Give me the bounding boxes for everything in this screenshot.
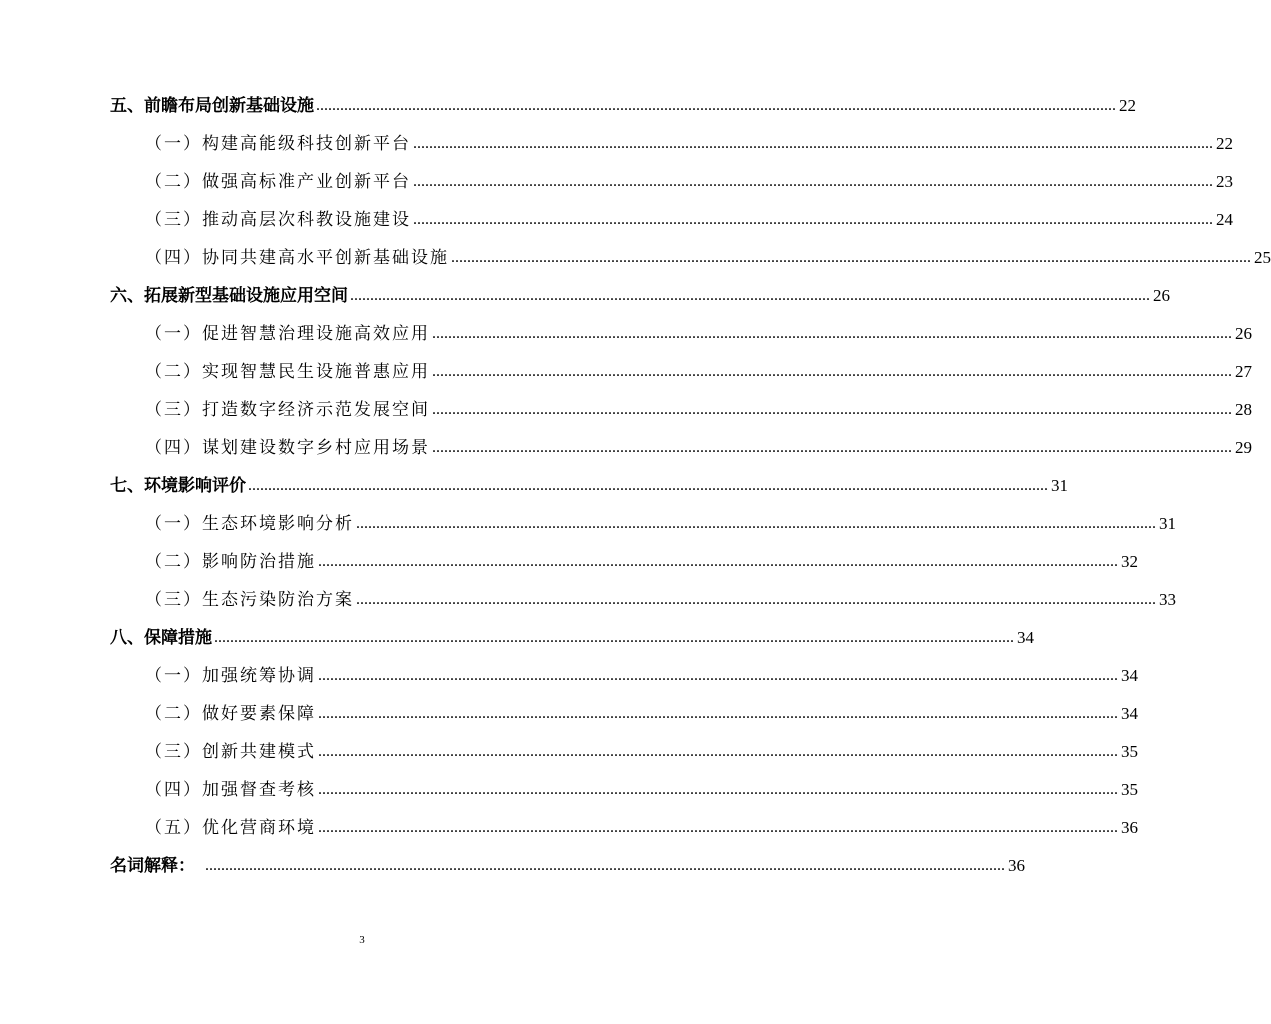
toc-entry[interactable] xyxy=(145,124,1233,154)
toc-entry[interactable] xyxy=(145,542,1138,572)
toc-entry-title: 八、保障措施 xyxy=(110,628,212,648)
toc-entry[interactable] xyxy=(110,86,1136,116)
toc-entry-page: 32 xyxy=(1121,552,1138,571)
toc-entry-page: 31 xyxy=(1159,514,1176,533)
toc-entry[interactable] xyxy=(145,200,1233,230)
toc-entry-title: 五、前瞻布局创新基础设施 xyxy=(110,96,314,116)
toc-leader: ........................................................................................................................................................................................................ xyxy=(318,705,1118,722)
toc-entry[interactable] xyxy=(110,466,1068,496)
toc-entry-page: 24 xyxy=(1216,210,1233,229)
toc-entry-page: 22 xyxy=(1216,134,1233,153)
toc-entry[interactable] xyxy=(145,238,1271,268)
toc-entry-page: 36 xyxy=(1008,856,1025,875)
toc-entry-title: （二）影响防治措施 xyxy=(145,552,316,571)
toc-leader: ........................................................................................................................................................................................................ xyxy=(350,287,1150,304)
toc-entry-title: （一）构建高能级科技创新平台 xyxy=(145,134,411,153)
toc-entry-title: 七、环境影响评价 xyxy=(110,476,246,496)
toc-entry[interactable] xyxy=(145,694,1138,724)
toc-leader: ........................................................................................................................................................................................................ xyxy=(432,363,1232,380)
toc-leader: ........................................................................................................................................................................................................ xyxy=(413,173,1213,190)
toc-leader: ........................................................................................................................................................................................................ xyxy=(318,743,1118,760)
toc-entry-title: （一）促进智慧治理设施高效应用 xyxy=(145,324,430,343)
toc-entry-page: 23 xyxy=(1216,172,1233,191)
toc-entry-page: 28 xyxy=(1235,400,1252,419)
toc-leader: ........................................................................................................................................................................................................ xyxy=(356,515,1156,532)
toc-entry[interactable] xyxy=(145,162,1233,192)
toc-entry-title: （四）加强督查考核 xyxy=(145,780,316,799)
toc-entry-title: （三）打造数字经济示范发展空间 xyxy=(145,400,430,419)
toc-leader: ........................................................................................................................................................................................................ xyxy=(318,819,1118,836)
page-number: 3 xyxy=(359,934,365,946)
toc-entry[interactable] xyxy=(110,276,1170,306)
toc-entry-page: 35 xyxy=(1121,742,1138,761)
toc-entry-page: 34 xyxy=(1121,666,1138,685)
toc-leader: ........................................................................................................................................................................................................ xyxy=(318,667,1118,684)
toc-entry-title: （五）优化营商环境 xyxy=(145,818,316,837)
toc-leader: ........................................................................................................................................................................................................ xyxy=(413,211,1213,228)
toc-entry[interactable] xyxy=(145,808,1138,838)
toc-entry-title: （三）推动高层次科教设施建设 xyxy=(145,210,411,229)
toc-entry[interactable] xyxy=(145,352,1252,382)
toc-entry-page: 22 xyxy=(1119,96,1136,115)
toc-entry-page: 26 xyxy=(1153,286,1170,305)
toc-entry-title: （一）生态环境影响分析 xyxy=(145,514,354,533)
toc-leader: ........................................................................................................................................................................................................ xyxy=(318,781,1118,798)
toc-entry-page: 29 xyxy=(1235,438,1252,457)
toc-entry-title: （四）谋划建设数字乡村应用场景 xyxy=(145,438,430,457)
toc-leader: ........................................................................................................................................................................................................ xyxy=(432,401,1232,418)
toc-entry-title: （三）创新共建模式 xyxy=(145,742,316,761)
toc-leader: ........................................................................................................................................................................................................ xyxy=(451,249,1251,266)
toc-entry[interactable] xyxy=(110,846,1025,876)
toc-entry-page: 33 xyxy=(1159,590,1176,609)
toc-entry[interactable] xyxy=(145,390,1252,420)
toc-entry-title: 名词解释： xyxy=(110,856,195,876)
toc-leader: ........................................................................................................................................................................................................ xyxy=(432,439,1232,456)
toc-entry-page: 36 xyxy=(1121,818,1138,837)
toc-entry[interactable] xyxy=(145,580,1176,610)
toc-entry[interactable] xyxy=(145,504,1176,534)
toc-entry-title: （三）生态污染防治方案 xyxy=(145,590,354,609)
toc-entry-title: 六、拓展新型基础设施应用空间 xyxy=(110,286,348,306)
toc-entry-page: 34 xyxy=(1017,628,1034,647)
toc-leader: ........................................................................................................................................................................................................ xyxy=(413,135,1213,152)
toc-leader: ........................................................................................................................................................................................................ xyxy=(248,477,1048,494)
toc-entry-page: 34 xyxy=(1121,704,1138,723)
toc-entry-title: （二）实现智慧民生设施普惠应用 xyxy=(145,362,430,381)
toc-leader: ........................................................................................................................................................................................................ xyxy=(318,553,1118,570)
toc-entry-page: 26 xyxy=(1235,324,1252,343)
toc-leader: ........................................................................................................................................................................................................ xyxy=(214,629,1014,646)
toc-entry-page: 35 xyxy=(1121,780,1138,799)
toc-entry-page: 27 xyxy=(1235,362,1252,381)
toc-entry[interactable] xyxy=(145,428,1252,458)
toc-entry[interactable] xyxy=(145,732,1138,762)
toc-entry-title: （二）做好要素保障 xyxy=(145,704,316,723)
toc-leader: ........................................................................................................................................................................................................ xyxy=(356,591,1156,608)
toc-entry[interactable] xyxy=(145,314,1252,344)
toc-leader: ........................................................................................................................................................................................................ xyxy=(316,97,1116,114)
toc-entry-page: 25 xyxy=(1254,248,1271,267)
toc-entry-title: （二）做强高标准产业创新平台 xyxy=(145,172,411,191)
toc-entry-title: （一）加强统筹协调 xyxy=(145,666,316,685)
toc-entry[interactable] xyxy=(110,618,1034,648)
toc-leader: ........................................................................................................................................................................................................ xyxy=(205,857,1005,874)
toc-entry[interactable] xyxy=(145,770,1138,800)
toc-entry[interactable] xyxy=(145,656,1138,686)
toc-entry-page: 31 xyxy=(1051,476,1068,495)
toc-leader: ........................................................................................................................................................................................................ xyxy=(432,325,1232,342)
toc-entry-title: （四）协同共建高水平创新基础设施 xyxy=(145,248,449,267)
